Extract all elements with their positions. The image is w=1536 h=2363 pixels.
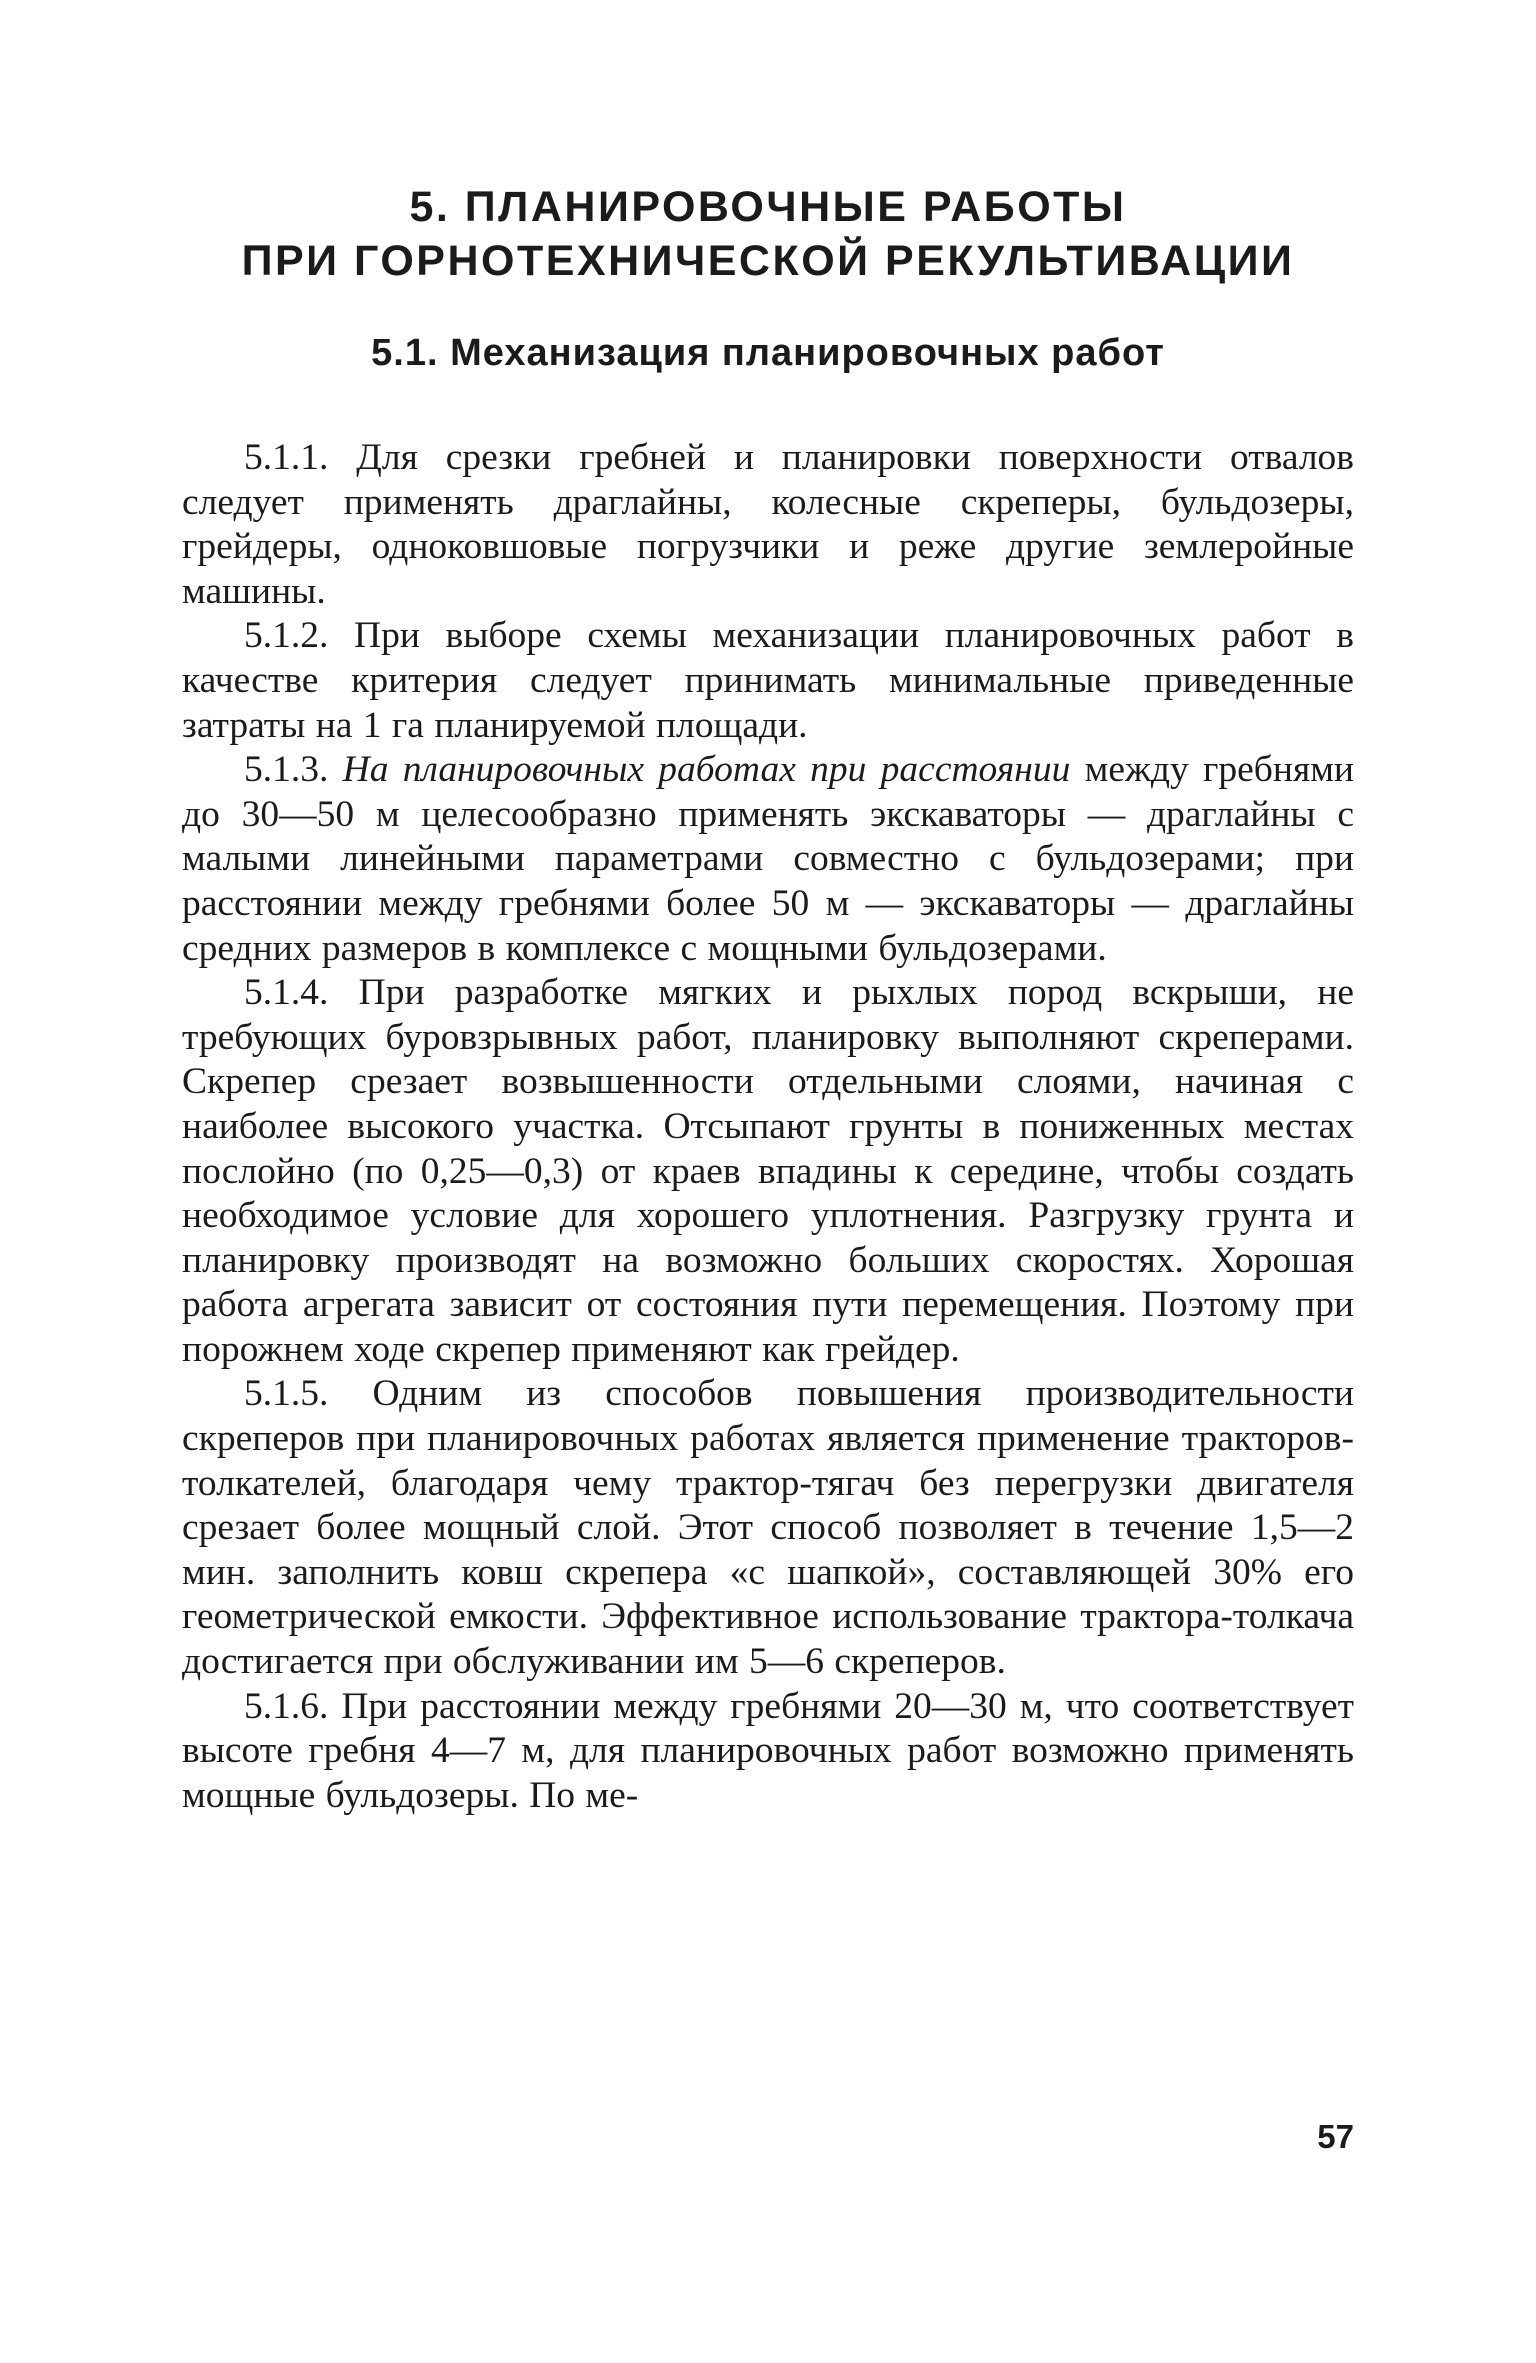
paragraph-5-1-6: 5.1.6. При расстоянии между гребнями 20—30 м, что соответствует высоте гребня 4—7 м, для планировочных работ возможно применять мощные бульдозеры. По ме- — [182, 1685, 1354, 1816]
chapter-title — [182, 180, 1354, 288]
paragraph-5-1-2: 5.1.2. При выборе схемы механизации планировочных работ в качестве критерия следует принимать минимальные приведенные затраты на 1 га планируемой площади. — [182, 615, 1354, 746]
paragraph-5-1-3-number: 5.1.3. — [244, 749, 343, 791]
paragraph-5-1-1: 5.1.1. Для срезки гребней и планировки поверхности отвалов следует применять драглайны, колесные скреперы, бульдозеры, грейдеры, одноковшовые погрузчики и реже другие землеройные машины. — [182, 437, 1354, 612]
paragraph-5-1-3-italic: На планировочных работах при расстоянии — [342, 749, 1071, 791]
paragraph-5-1-4: 5.1.4. При разработке мягких и рыхлых пород вскрыши, не требующих буровзрывных работ, планировку выполняют скреперами. Скрепер срезает возвышенности отдельными слоями, начиная с наиболее высокого участка. Отсыпают грунты в пониженных местах послойно (по 0,25—0,3) от краев впадины к середине, чтобы создать необходимое условие для хорошего уплотнения. Разгрузку грунта и планировку производят на возможно больших скоростях. Хорошая работа агрегата зависит от состояния пути перемещения. Поэтому при порожнем ходе скрепер применяют как грейдер. — [182, 972, 1354, 1370]
paragraph-5-1-3 — [182, 748, 1354, 971]
paragraph-5-1-3-text: между гребнями до 30—50 м целесообразно применять экскаваторы — драглайны с малыми линейными параметрами совместно с бульдозерами; при расстоянии между гребнями более 50 м — экскаваторы — драглайны средних размеров в комплексе с мощными бульдозерами. — [182, 749, 1354, 969]
page-number: 57 — [1317, 2118, 1354, 2155]
book-page — [182, 180, 1354, 2155]
paragraph-5-1-5: 5.1.5. Одним из способов повышения производительности скреперов при планировочных работах является применение тракторов-толкателей, благодаря чему трактор-тягач без перегрузки двигателя срезает более мощный слой. Этот способ позволяет в течение 1,5—2 мин. заполнить ковш скрепера «с шапкой», составляющей 30% его геометрической емкости. Эффективное использование трактора-толкача достигается при обслуживании им 5—6 скреперов. — [182, 1373, 1354, 1683]
chapter-title-line-1: 5. ПЛАНИРОВОЧНЫЕ РАБОТЫ — [409, 183, 1127, 231]
section-title: 5.1. Механизация планировочных работ — [371, 332, 1165, 374]
chapter-title-line-2: ПРИ ГОРНОТЕХНИЧЕСКОЙ РЕКУЛЬТИВАЦИИ — [241, 237, 1295, 285]
